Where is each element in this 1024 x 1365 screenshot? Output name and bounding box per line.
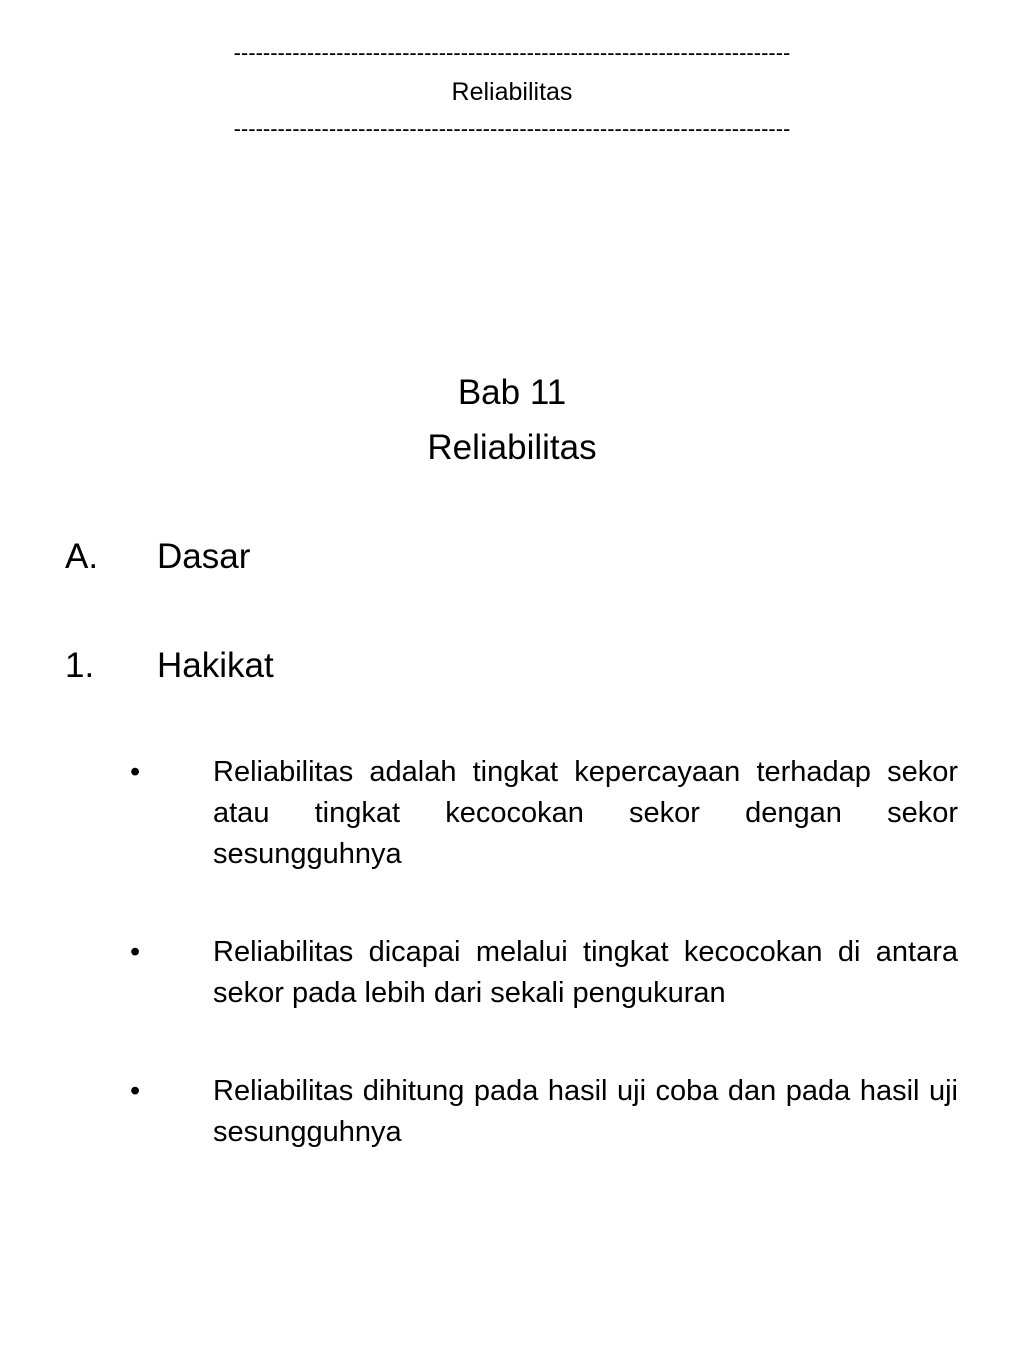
bullet-marker: •	[130, 756, 141, 788]
header-rule-top: ----------------------------------------------------------------------------	[233, 40, 791, 65]
bullet-marker: •	[130, 1075, 141, 1107]
section-heading	[65, 536, 465, 578]
bullet-marker: •	[130, 936, 141, 968]
bullet-item	[130, 932, 958, 1016]
chapter-number: Bab 11	[457, 373, 567, 412]
section-label: Dasar	[157, 537, 251, 576]
header-rule-bottom: ----------------------------------------------------------------------------	[233, 116, 791, 141]
chapter-title: Reliabilitas	[427, 428, 597, 467]
subsection-label: Hakikat	[157, 646, 274, 685]
subsection-marker: 1.	[65, 646, 95, 685]
bullet-text: Reliabilitas adalah tingkat kepercayaan terhadap sekor atau tingkat kecocokan sekor dengan sekor sesungguhnya	[213, 756, 958, 870]
bullet-item	[130, 752, 958, 877]
header-title: Reliabilitas	[451, 78, 573, 106]
bullet-item	[130, 1071, 958, 1155]
subsection-heading	[65, 645, 465, 687]
section-marker: A.	[65, 537, 99, 576]
bullet-text: Reliabilitas dihitung pada hasil uji coba dan pada hasil uji sesungguhnya	[213, 1075, 958, 1148]
bullet-text: Reliabilitas dicapai melalui tingkat kecocokan di antara sekor pada lebih dari sekali pengukuran	[213, 936, 958, 1009]
